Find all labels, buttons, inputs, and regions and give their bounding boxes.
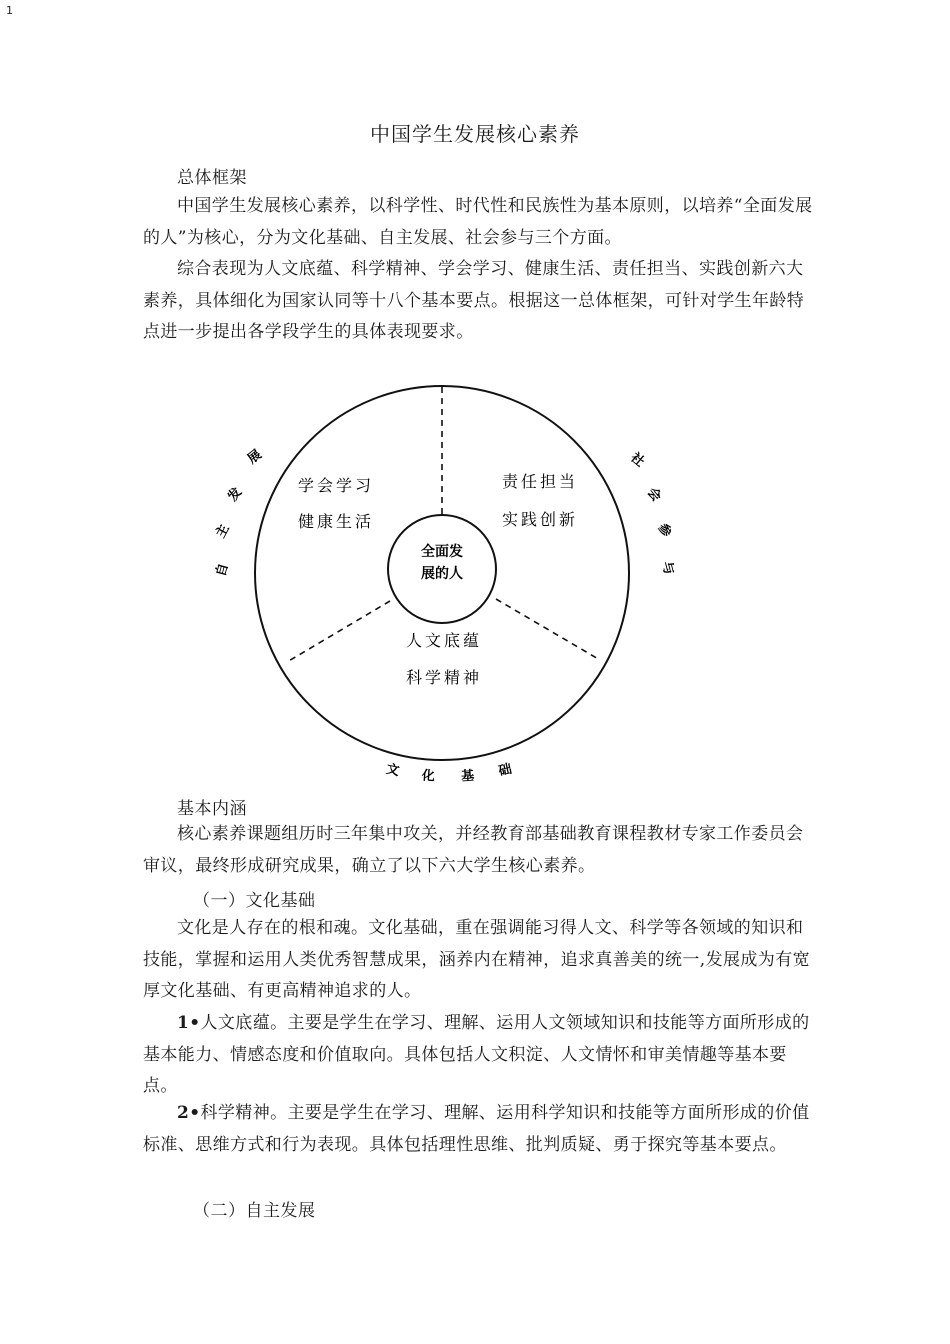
- outer-right-char-4: 与: [658, 560, 677, 577]
- page-number: 1: [6, 4, 13, 17]
- item-1-text: 人文底蕴。主要是学生在学习、理解、运用人文领域知识和技能等方面所形成的基本能力、情感态度和价值取向。具体包括人文积淀、人文情怀和审美情趣等基本要点。: [143, 1013, 810, 1096]
- outer-left-char-4: 展: [245, 447, 265, 468]
- meaning-paragraph: 核心素养课题组历时三年集中攻关，并经教育部基础教育课程教材专家工作委员会审议，最终形成研究成果，确立了以下六大学生核心素养。: [143, 824, 804, 876]
- framework-paragraph-2: 综合表现为人文底蕴、科学精神、学会学习、健康生活、责任担当、实践创新六大素养，具体细化为国家认同等十八个基本要点。根据这一总体框架，可针对学生年龄特点进一步提出各学段学生的具体表现要求。: [143, 259, 805, 342]
- document-title: 中国学生发展核心素养: [370, 122, 580, 146]
- outer-left-char-1: 自: [213, 561, 232, 579]
- item-2-text: 科学精神。主要是学生在学习、理解、运用科学知识和技能等方面所形成的价值标准、思维方式和行为表现。具体包括理性思维、批判质疑、勇于探究等基本要点。: [143, 1103, 810, 1155]
- divider-left: [287, 601, 390, 662]
- center-label-line1: 全面发: [421, 544, 463, 560]
- core-literacy-diagram: [180, 375, 700, 795]
- outer-bottom-char-2: 化: [421, 768, 436, 785]
- left-sector-line2: 健康生活: [297, 512, 375, 531]
- bottom-sector-line1: 人文底蕴: [405, 631, 483, 650]
- outer-left-char-2: 主: [213, 522, 233, 541]
- item-1-number: 1•: [177, 1013, 201, 1033]
- outer-right-char-3: 参: [654, 521, 674, 540]
- outer-bottom-char-3: 基: [460, 768, 475, 785]
- bottom-sector-line2: 科学精神: [405, 668, 483, 687]
- outer-right-char-1: 社: [627, 450, 648, 471]
- center-label-line2: 展的人: [421, 566, 463, 582]
- right-sector-line2: 实践创新: [501, 510, 579, 529]
- right-sector-line1: 责任担当: [501, 472, 579, 491]
- item-2-number: 2•: [177, 1103, 201, 1123]
- framework-paragraph-1: 中国学生发展核心素养，以科学性、时代性和民族性为基本原则，以培养“全面发展的人”为核心，分为文化基础、自主发展、社会参与三个方面。: [143, 196, 813, 248]
- outer-bottom-char-4: 础: [497, 761, 514, 780]
- culture-heading: （一）文化基础: [193, 891, 316, 911]
- outer-bottom-char-1: 文: [384, 761, 401, 780]
- left-sector-line1: 学会学习: [297, 476, 375, 495]
- meaning-heading: 基本内涵: [177, 799, 247, 819]
- outer-right-char-2: 会: [643, 485, 664, 505]
- item-2-paragraph: [143, 1098, 813, 1161]
- item-1-paragraph: [143, 1008, 813, 1103]
- divider-right: [496, 599, 600, 660]
- outer-left-char-3: 发: [225, 484, 246, 505]
- culture-paragraph: 文化是人存在的根和魂。文化基础，重在强调能习得人文、科学等各领域的知识和技能，掌握和运用人类优秀智慧成果，涵养内在精神，追求真善美的统一,发展成为有宽厚文化基础、有更高精神追求的人。: [143, 918, 811, 1001]
- autonomy-heading: （二）自主发展: [193, 1201, 316, 1221]
- framework-heading: 总体框架: [177, 168, 247, 188]
